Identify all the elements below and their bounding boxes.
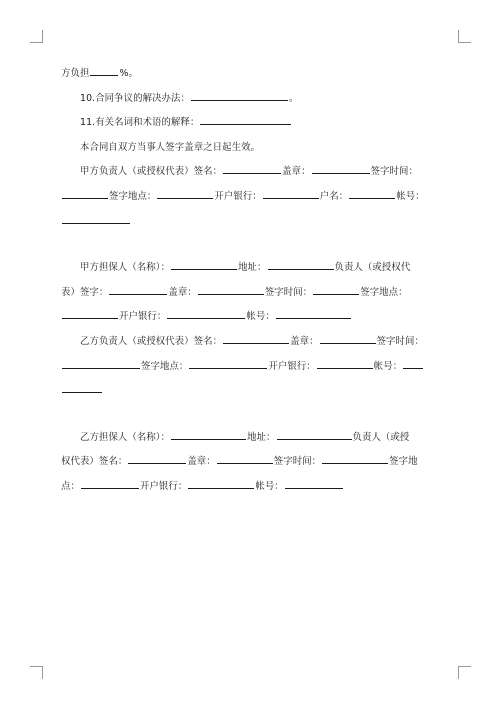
party-b-rep-bank-blank[interactable] [317,359,373,369]
party-a-rep-time-blank[interactable] [62,189,108,199]
cost-share-line [61,62,446,87]
clause-11-label: 11.有关名词和术语的解释： [80,117,200,129]
party-a-rep-account-number-label: 帐号： [396,190,425,202]
party-b-guarantor-account-blank[interactable] [285,479,343,489]
dispute-resolution-blank[interactable] [191,91,288,101]
party-a-rep-account-name-label: 户名： [319,190,349,202]
party-a-guarantor-seal-blank[interactable] [198,285,264,295]
party-b-rep-seal-blank[interactable] [320,334,376,344]
party-a-guarantor-account-blank[interactable] [276,309,351,319]
effective-clause: 本合同自双方当事人签字盖章之日起生效。 [80,141,261,153]
party-b-guarantor-seal-label: 盖章： [187,456,216,468]
party-a-guarantor-address-label: 地址： [238,262,267,274]
party-a-guarantor-place-blank[interactable] [62,309,118,319]
crop-mark-top-left [30,30,43,43]
section-gap [61,404,446,426]
party-a-guarantor-signature-blank[interactable] [109,285,167,295]
party-b-guarantor-line-3 [61,475,446,500]
party-a-guarantor-address-blank[interactable] [268,260,334,270]
party-a-guarantor-name-label: 甲方担保人（名称）： [80,262,171,274]
percent-suffix: %。 [119,68,138,79]
party-a-guarantor-place-label: 签字地点： [360,286,408,298]
party-a-rep-signature-label: 甲方负责人（或授权代表）签名： [80,166,223,178]
party-a-rep-seal-blank[interactable] [312,164,370,174]
cost-share-blank[interactable] [90,66,118,76]
party-a-rep-bank-label: 开户银行： [214,190,262,202]
party-a-guarantor-bank-blank[interactable] [167,309,245,319]
party-a-rep-place-label: 签字地点： [109,190,157,202]
party-b-guarantor-place-label: 签字地 [389,456,418,468]
clause-10 [61,87,446,112]
party-a-guarantor-line-1 [61,256,446,281]
party-b-guarantor-line-1 [61,426,446,451]
party-a-guarantor-time-label: 签字时间： [264,286,313,298]
party-b-rep-place-blank[interactable] [189,359,267,369]
party-b-guarantor-place-blank[interactable] [81,479,139,489]
party-b-guarantor-seal-blank[interactable] [217,454,273,464]
crop-mark-bottom-right [458,666,471,679]
clause-10-end: 。 [288,92,299,104]
party-b-guarantor-address-label: 地址： [247,431,276,443]
party-b-rep-account-label: 帐号： [373,360,403,372]
party-b-guarantor-name-blank[interactable] [171,430,246,440]
clause-10-label: 10.合同争议的解决办法： [80,92,190,104]
party-a-rep-signature-blank[interactable] [223,164,281,174]
party-b-rep-time-label: 签字时间： [376,335,424,347]
document-body [61,62,446,500]
party-b-rep-place-label: 签字地点： [141,360,189,372]
party-b-guarantor-bank-label: 开户银行： [139,480,188,492]
party-a-rep-account-name-blank[interactable] [349,189,395,199]
party-a-rep-bank-blank[interactable] [263,189,319,199]
party-b-guarantor-line-2 [61,450,446,475]
party-b-guarantor-name-label: 乙方担保人（名称）： [80,431,171,443]
party-a-rep-line-3 [61,210,446,235]
crop-mark-top-right [458,30,471,43]
party-b-guarantor-place-suffix: 点： [61,480,80,492]
party-b-rep-account-blank-start[interactable] [403,359,423,369]
party-a-guarantor-name-blank[interactable] [171,260,237,270]
party-b-guarantor-bank-blank[interactable] [188,479,254,489]
party-a-guarantor-line-3 [61,305,446,330]
party-b-guarantor-time-label: 签字时间： [273,456,322,468]
party-b-rep-line-2 [61,355,446,380]
party-a-rep-time-label: 签字时间： [370,166,418,178]
party-a-rep-place-blank[interactable] [157,189,213,199]
party-b-rep-signature-label: 乙方负责人（或授权代表）签名： [80,335,223,347]
party-b-guarantor-signature-label: 权代表）签名： [61,456,128,468]
party-a-guarantor-principal-label: 负责人（或授权代 [334,262,411,274]
party-b-guarantor-time-blank[interactable] [322,454,388,464]
party-b-rep-signature-blank[interactable] [223,334,289,344]
party-b-guarantor-signature-blank[interactable] [128,454,186,464]
party-a-guarantor-seal-label: 盖章： [168,286,197,298]
terms-definition-blank[interactable] [200,115,291,125]
party-b-rep-line-1 [61,330,446,355]
party-b-guarantor-address-blank[interactable] [277,430,352,440]
party-a-guarantor-account-label: 帐号： [246,311,275,323]
crop-mark-bottom-left [30,666,43,679]
clause-11 [61,111,446,136]
party-b-rep-time-blank[interactable] [62,359,140,369]
party-b-rep-account-blank-end[interactable] [62,383,102,393]
party-b-rep-bank-label: 开户银行： [268,360,316,372]
party-a-guarantor-signature-label: 表）签字： [61,286,109,298]
party-b-rep-seal-label: 盖章： [290,335,319,347]
cost-share-label: 方负担 [61,68,90,79]
party-a-rep-line-2 [61,185,446,210]
party-a-rep-account-number-blank[interactable] [62,214,130,224]
party-a-guarantor-line-2 [61,281,446,306]
party-b-guarantor-principal-label: 负责人（或授 [352,431,410,443]
party-a-guarantor-bank-label: 开户银行： [119,311,167,323]
party-a-rep-seal-label: 盖章： [282,166,311,178]
section-gap [61,234,446,256]
party-b-guarantor-account-label: 帐号： [255,480,284,492]
party-b-rep-line-3 [61,379,446,404]
party-a-rep-line-1 [61,160,446,185]
party-a-guarantor-time-blank[interactable] [313,285,359,295]
